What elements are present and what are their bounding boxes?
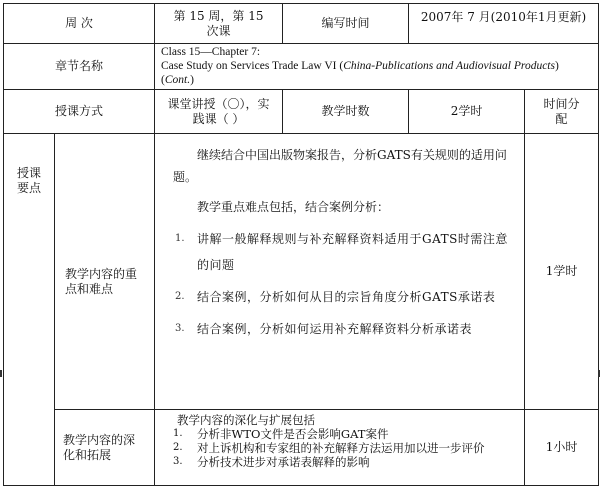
chapter-title-line1: Class 15—Chapter 7: bbox=[161, 46, 261, 58]
extension-lead: 教学内容的深化与扩展包括 bbox=[177, 413, 316, 428]
written-time-value: 2007年 7 月(2010年1月更新) bbox=[409, 4, 599, 44]
course-plan-table bbox=[3, 3, 599, 486]
week-value: 第 15 周，第 15 次课 bbox=[155, 4, 283, 44]
page-edge-marker-right bbox=[598, 370, 600, 377]
teaching-hours-value: 2学时 bbox=[409, 90, 525, 134]
key-points-intro: 继续结合中国出版物案报告，分析GATS有关规则的适用问题。 bbox=[173, 148, 507, 185]
extension-content bbox=[155, 410, 525, 486]
extension-time: 1小时 bbox=[525, 410, 599, 486]
key-points-lead: 教学重点难点包括，结合案例分析： bbox=[197, 200, 390, 215]
key-points-content bbox=[155, 134, 525, 410]
list-item: 2. 结合案例，分析如何从目的宗旨角度分析GATS承诺表 bbox=[175, 290, 496, 305]
written-time-label: 编写时间 bbox=[283, 4, 409, 44]
week-label: 周 次 bbox=[4, 4, 155, 44]
list-item: 3. 结合案例，分析如何运用补充解释资料分析承诺表 bbox=[175, 322, 473, 337]
teaching-method-value: 课堂讲授（〇），实践课（ ） bbox=[155, 90, 283, 134]
list-item: 2. 对上诉机构和专家组的补充解释方法运用加以进一步评价 bbox=[173, 441, 485, 456]
time-allocation-label: 时间分配 bbox=[525, 90, 599, 134]
list-item: 3. 分析技术进步对承诺表解释的影响 bbox=[173, 455, 370, 470]
list-item: 1. 讲解一般解释规则与补充解释资料适用于GATS时需注意的问题 bbox=[175, 232, 508, 273]
page-edge-marker-left bbox=[0, 370, 2, 377]
extension-row-label: 教学内容的深化和拓展 bbox=[55, 410, 155, 486]
chapter-title bbox=[155, 44, 599, 90]
section-key-points-label: 授课要点 bbox=[4, 134, 55, 486]
chapter-label: 章节名称 bbox=[4, 44, 155, 90]
key-points-row-label: 教学内容的重点和难点 bbox=[55, 134, 155, 410]
list-item: 1. 分析非WTO文件是否会影响GAT案件 bbox=[173, 427, 389, 442]
key-points-time: 1学时 bbox=[525, 134, 599, 410]
chapter-title-line2: Case Study on Services Trade Law VI (China-Publications and Audiovisual Products) (Cont.) bbox=[161, 59, 559, 86]
teaching-method-label: 授课方式 bbox=[4, 90, 155, 134]
teaching-hours-label: 教学时数 bbox=[283, 90, 409, 134]
